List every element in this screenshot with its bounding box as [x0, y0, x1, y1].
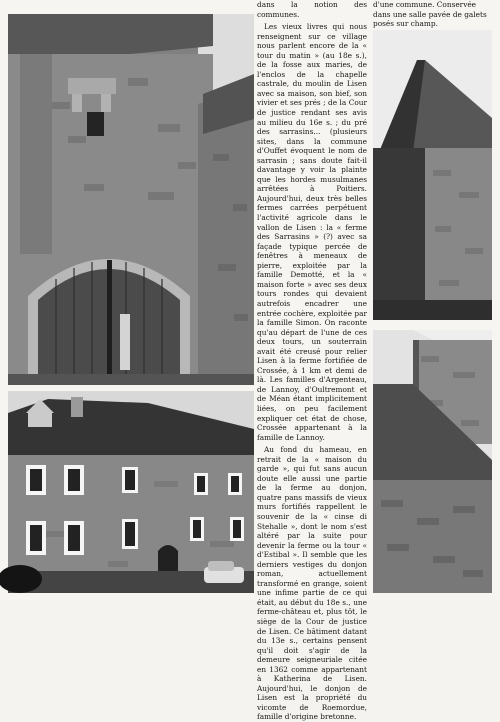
- clipped-caption-top-right: d'une commune. Conservée dans une salle pavée de galets posés sur champ.: [373, 0, 487, 29]
- photo-stone-tower-bottom: [373, 330, 492, 593]
- clipped-top-line: dans la notion des communes.: [257, 0, 367, 19]
- article-paragraph-1: Les vieux livres qui nous renseignent sur ce village nous parlent encore de la « tour du matin » (au 18e s.), de la fosse aux maries, de l'enclos de la chapelle castrale, du moulin de Lisen avec sa maison, son bief, son vivier et ses prés ; de la Cour de justice rendant ses avis au milieu du 16e s. ; du pré des sarrasins... (plusieurs sites, dans la commune d'Ouffet évoquent le nom de sarrasin ; sans doute fait-il davantage y voir la plainte que les hordes musulmanes arrêtées à Poitiers. Aujourd'hui, deux très belles fermes carrées perpétuent l'activité agricole dans le vallon de Lisen : la « ferme des Sarrasins » (?) avec sa façade typique percée de fenêtres à meneaux de pierre, exploitée par la famille Demotté, et la « maison forte » avec ses deux tours rondes qui devaient autrefois encadrer une entrée cochère, exploitée par la famille Simon. On raconte qu'au départ de l'une de ces deux tours, un souterrain avait été creusé pour relier Lisen à la ferme fortifiée de Crossée, à 1 km et demi de là. Les familles d'Argenteau, de Lannoy, d'Oultremont et de Méan étant implicitement liées, on peu facilement expliquer cet état de chose, Crossée appartenant à la famille de Lannoy.: [257, 22, 367, 442]
- article-paragraph-2: Au fond du hameau, en retrait de la « maison du garde », qui fut sans aucun doute elle aussi une partie de la ferme au donjon, quatre pans massifs de vieux murs fortifiés rappellent le souvenir de la « cinse di Stehalle », dont le nom s'est altéré par la suite pour devenir la ferme ou la tour « d'Estibal ». Il semble que les derniers vestiges du donjon roman, actuellement transformé en grange, soient une infime partie de ce qui était, au début du 18e s., une ferme-château et, plus tôt, le siège de la Cour de justice de Lisen. Ce bâtiment datant du 13e s., certains pensent qu'il doit s'agir de la demeure seigneuriale citée en 1362 comme appartenant à Katherina de Lisen. Aujourd'hui, le donjon de Lisen est la propriété du vicomte de Roemordue, famille d'origine bretonne.: [257, 445, 367, 722]
- article-text-column: [257, 0, 367, 722]
- photo-stone-tower-top: [373, 30, 492, 320]
- photo-arched-gate-tower: [8, 14, 254, 385]
- photo-manor-house: [8, 391, 254, 593]
